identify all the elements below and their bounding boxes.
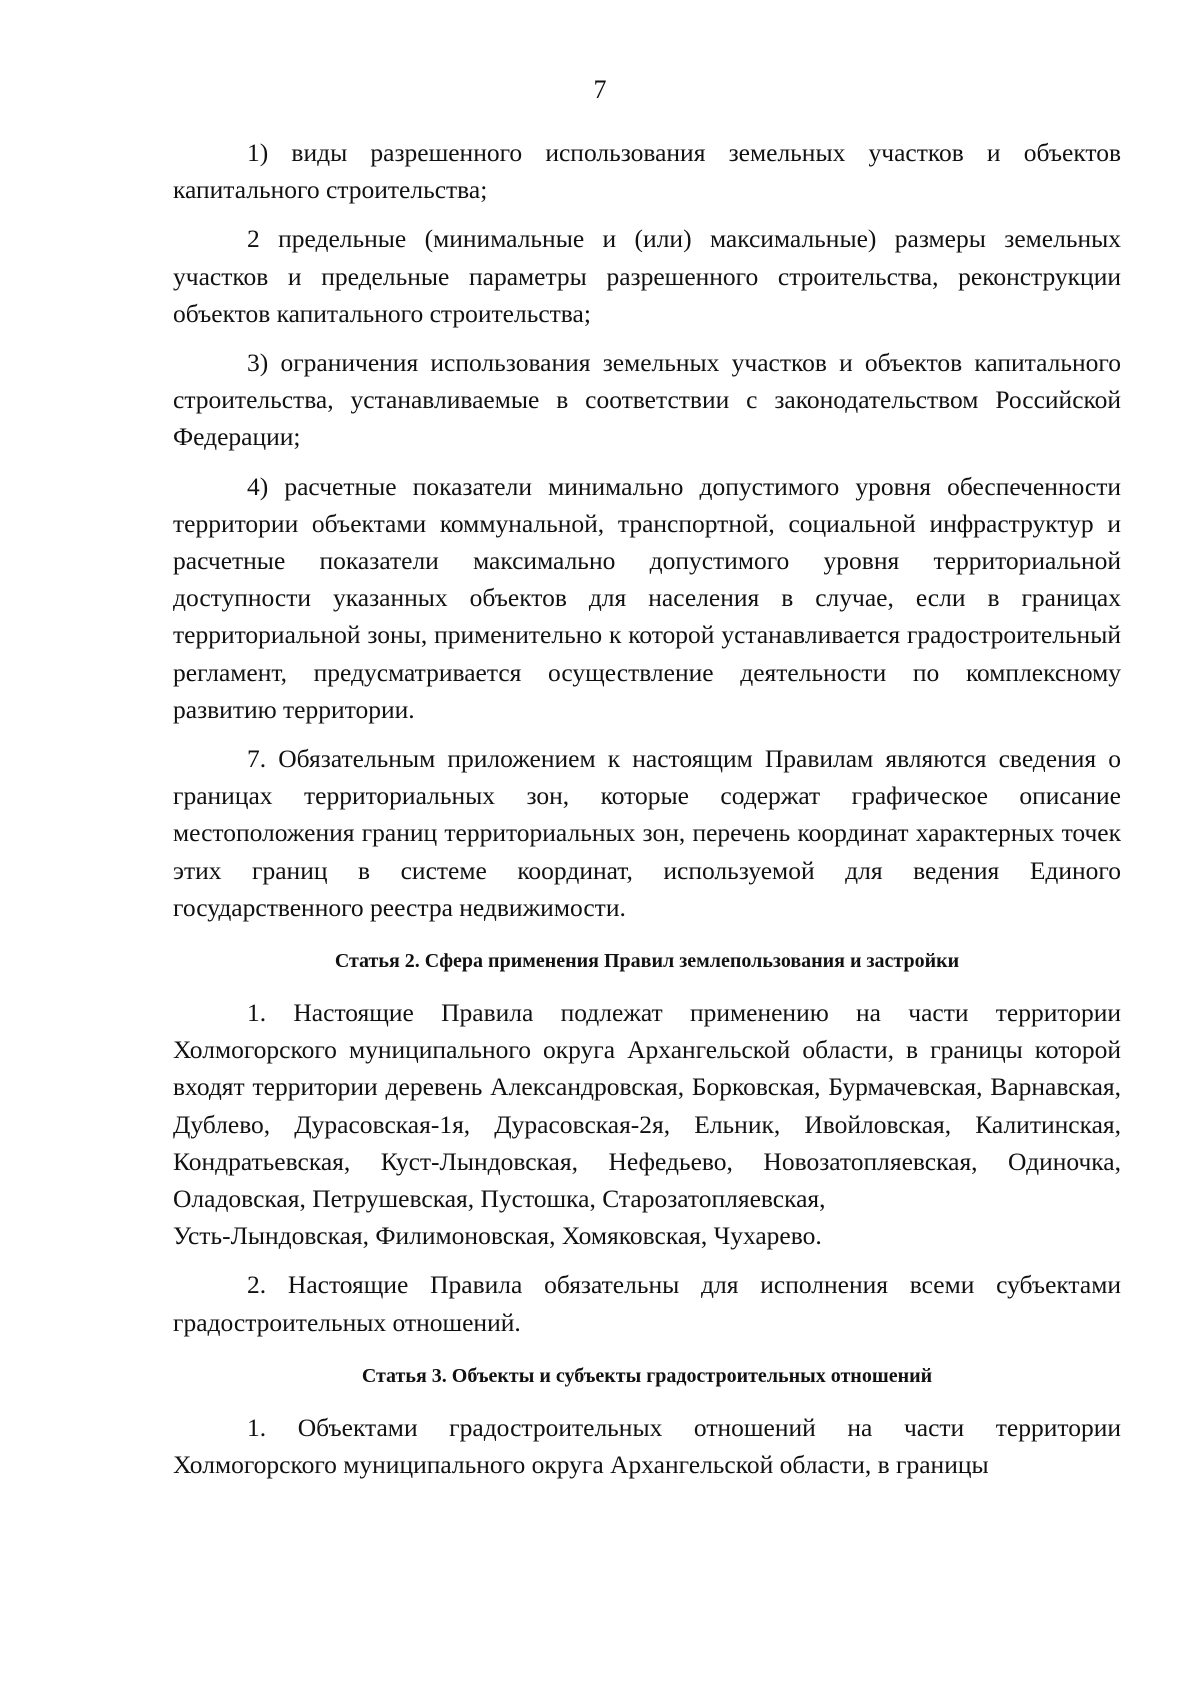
- article-2-paragraph-1-continued: Усть-Лындовская, Филимоновская, Хомяковская, Чухарево.: [173, 1221, 822, 1251]
- paragraph-restrictions: 3) ограничения использования земельных участков и объектов капитального строительства, устанавливаемые в соответствии с законодательством Российской Федерации;: [173, 348, 1121, 452]
- paragraph-mandatory-appendix: 7. Обязательным приложением к настоящим Правилам являются сведения о границах территориальных зон, которые содержат графическое описание местоположения границ территориальных зон, перечень координат характерных точек этих границ в системе координат, используемой для ведения Единого государственного реестра недвижимости.: [173, 744, 1121, 922]
- page-number: 7: [593, 75, 607, 104]
- paragraph-limit-sizes: 2 предельные (минимальные и (или) максимальные) размеры земельных участков и предельные параметры разрешенного строительства, реконструкции объектов капитального строительства;: [173, 224, 1121, 328]
- article-2-heading: Статья 2. Сфера применения Правил землепользования и застройки: [334, 950, 960, 973]
- document-body: [173, 134, 1121, 1495]
- article-2-paragraph-2: 2. Настоящие Правила обязательны для исполнения всеми субъектами градостроительных отношений.: [173, 1270, 1121, 1337]
- paragraph-permitted-uses: 1) виды разрешенного использования земельных участков и объектов капитального строительства;: [173, 138, 1121, 205]
- article-3-paragraph-1: 1. Объектами градостроительных отношений на части территории Холмогорского муниципального округа Архангельской области, в границы: [173, 1412, 1121, 1480]
- article-3-heading: Статья 3. Объекты и субъекты градостроительных отношений: [361, 1364, 933, 1387]
- paragraph-calculated-indicators: 4) расчетные показатели минимально допустимого уровня обеспеченности территории объектами коммунальной, транспортной, социальной инфраструктур и расчетные показатели максимально допустимого уровня территориальной доступности указанных объектов для населения в случае, если в границах территориальной зоны, применительно к которой устанавливается градостроительный регламент, предусматривается осуществление деятельности по комплексному развитию территории.: [173, 471, 1121, 724]
- article-2-paragraph-1: 1. Настоящие Правила подлежат применению на части территории Холмогорского муниципального округа Архангельской области, в границы которой входят территории деревень Александровская, Борковская, Бурмачевская, Варнавская, Дублево, Дурасовская-1я, Дурасовская-2я, Ельник, Ивойловская, Калитинская, Кондратьевская, Куст-Лындовская, Нефедьево, Новозатопляевская, Одиночка, Оладовская, Петрушевская, Пустошка, Старозатопляевская,: [173, 998, 1121, 1214]
